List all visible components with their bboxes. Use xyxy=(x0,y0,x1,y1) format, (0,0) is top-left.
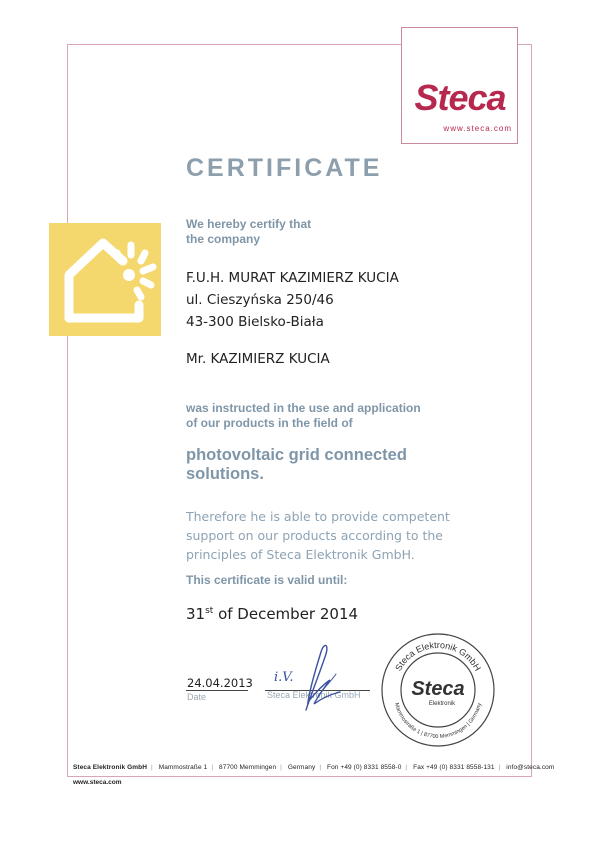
company-city: 43-300 Bielsko-Biała xyxy=(186,314,324,330)
frame-line-top-right xyxy=(516,44,532,45)
footer-country: Germany xyxy=(287,764,316,771)
therefore-line: principles of Steca Elektronik GmbH. xyxy=(186,547,415,562)
intro-line: the company xyxy=(186,232,261,246)
footer-city: 87700 Memmingen xyxy=(219,764,277,771)
date-label: Date xyxy=(187,692,207,702)
instructed-line: was instructed in the use and application xyxy=(186,401,421,415)
stamp-ring-top: Steca Elektronik GmbH xyxy=(393,639,483,673)
valid-rest: of December 2014 xyxy=(213,605,359,623)
frame-line-top xyxy=(67,44,401,45)
signature-company: Steca Elektronik GmbH xyxy=(267,690,361,700)
frame-line-bottom xyxy=(67,776,532,777)
logo-url: www.steca.com xyxy=(443,124,512,133)
therefore-line: support on our products according to the xyxy=(186,528,444,543)
footer-website: www.steca.com xyxy=(73,779,122,786)
company-stamp xyxy=(380,632,496,748)
house-sun-icon xyxy=(49,223,161,336)
intro-text xyxy=(186,217,311,247)
footer-email: info@steca.com xyxy=(506,764,555,771)
logo-wordmark: Steca xyxy=(414,77,506,118)
handwritten-signature xyxy=(288,636,348,716)
field-of-expertise xyxy=(186,446,407,484)
iv-mark: i.V. xyxy=(274,670,294,685)
certificate-title: CERTIFICATE xyxy=(186,154,383,182)
footer-street: Mammostraße 1 xyxy=(158,764,208,771)
valid-until-date xyxy=(186,605,358,623)
company-name: F.U.H. MURAT KAZIMIERZ KUCIA xyxy=(186,270,399,286)
footer-phone: Fon +49 (0) 8331 8558-0 xyxy=(327,764,402,771)
stamp-ring-bottom: Mammostraße 1 | 87700 Memmingen | Germany xyxy=(393,702,483,741)
therefore-text xyxy=(186,507,450,564)
valid-label: This certificate is valid until: xyxy=(186,573,348,587)
frame-line-right xyxy=(531,44,532,776)
footer-fax: Fax +49 (0) 8331 8558-131 xyxy=(413,764,495,771)
valid-day: 31 xyxy=(186,605,206,623)
valid-day-suffix: st xyxy=(205,606,214,616)
company-address xyxy=(186,267,399,333)
steca-logo xyxy=(401,27,518,144)
person-name: Mr. KAZIMIERZ KUCIA xyxy=(186,351,330,367)
therefore-line: Therefore he is able to provide competent xyxy=(186,509,450,524)
footer-contact: Steca Elektronik GmbH | Mammostraße 1 | 87700 Memmingen | Germany | Fon +49 (0) 8331 8558-0 | Fax +49 (0) 8331 8558-131 | info@steca.com xyxy=(73,764,555,771)
company-street: ul. Cieszyńska 250/46 xyxy=(186,292,334,308)
instructed-line: of our products in the field of xyxy=(186,416,353,430)
signature-date: 24.04.2013 xyxy=(187,676,253,690)
stamp-sub: Elektronik xyxy=(428,701,456,707)
field-line: solutions. xyxy=(186,465,264,483)
instructed-text xyxy=(186,401,421,431)
intro-line: We hereby certify that xyxy=(186,217,312,231)
field-line: photovoltaic grid connected xyxy=(186,446,407,464)
date-line xyxy=(186,690,248,691)
footer-company: Steca Elektronik GmbH xyxy=(73,764,147,771)
frame-line-left xyxy=(67,44,68,776)
stamp-logo: Steca xyxy=(411,678,465,700)
